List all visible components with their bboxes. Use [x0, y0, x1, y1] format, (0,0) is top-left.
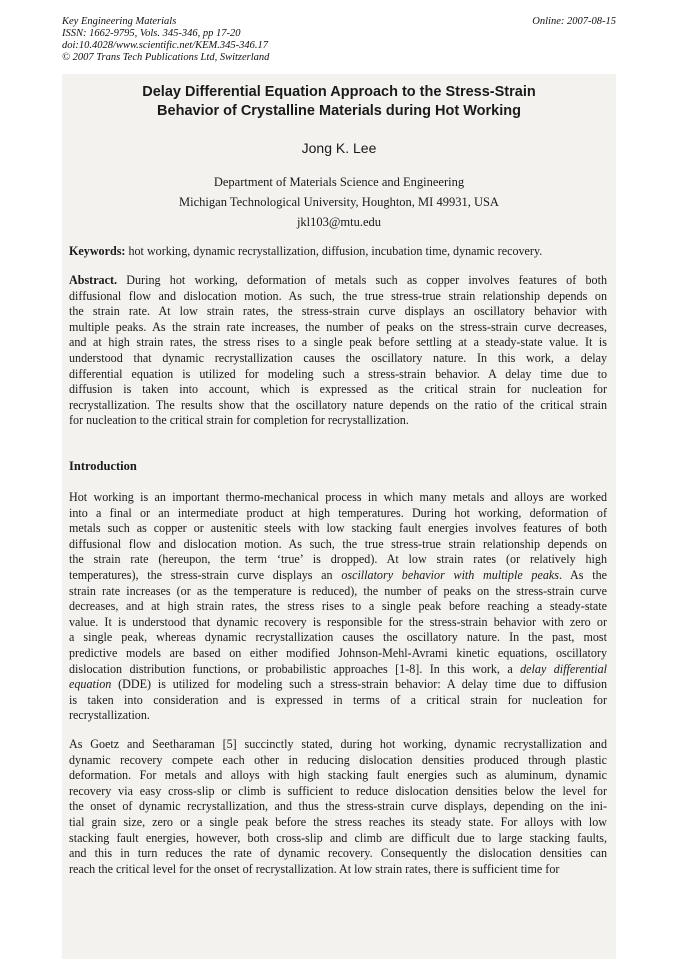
text-line: recrystallization. The results show that the oscillatory nature depends on the ratio of the critical strain	[69, 397, 607, 412]
university-address: Michigan Technological University, Houghton, MI 49931, USA	[179, 195, 499, 209]
paper-title	[62, 83, 616, 121]
text-line: the onset of dynamic recrystallization, and thus the stress-strain curve displays, depending on the ini-	[69, 799, 607, 814]
text-line: is taken into consideration and is expressed in terms of a critical strain for nucleation for	[69, 692, 607, 707]
text-line: tial grain size, zero or a single peak before the stress reaches its steady state. For alloys with low	[69, 814, 607, 829]
keywords	[69, 244, 607, 260]
text-line: diffusional flow and dislocation motion. As such, the true stress-true strain relationship depends on	[69, 536, 607, 551]
keywords-line	[69, 244, 607, 260]
text-line: into a final or an intermediate product at high temperatures. During hot working, deformation of	[69, 505, 607, 520]
title-line: Behavior of Crystalline Materials during Hot Working	[157, 103, 521, 119]
department: Department of Materials Science and Engineering	[213, 175, 465, 189]
author-name: Jong K. Lee	[301, 140, 377, 156]
abstract	[69, 273, 607, 429]
text-line: equation (DDE) is utilized for modeling such a stress-strain behavior: A delay time due to diffusion	[69, 677, 607, 692]
text-line: As Goetz and Seetharaman [5] succinctly stated, during hot working, dynamic recrystallization and	[69, 737, 607, 751]
emphasis: oscillatory behavior with multiple peaks	[341, 567, 559, 582]
text-line: for nucleation to the critical strain for completion for recrystallization.	[69, 413, 409, 428]
online-date: Online: 2007-08-15	[532, 16, 616, 27]
introduction-paragraph-1	[69, 490, 607, 724]
text-line: Abstract. During hot working, deformation of metals such as copper involves features of both	[69, 273, 607, 287]
journal-name: Key Engineering Materials	[62, 16, 177, 27]
text-line: dislocation distribution functions, or probabilistic approaches [1-8]. In this work, a delay differential	[69, 661, 608, 676]
text-line: temperatures), the stress-strain curve displays an oscillatory behavior with multiple peaks. As the	[69, 567, 607, 582]
keywords-label: Keywords:	[69, 244, 126, 258]
journal-copyright: © 2007 Trans Tech Publications Ltd, Switzerland	[62, 52, 270, 63]
text-line: decreases, and at high strain rates, the stress rises to a single peak before reaching a steady-state	[69, 599, 607, 614]
title-line: Delay Differential Equation Approach to the Stress-Strain	[142, 84, 536, 100]
affiliation	[62, 172, 616, 232]
text-line: a single peak, whereas dynamic recrystallization causes the oscillatory nature. In the past, most	[69, 630, 607, 645]
introduction-paragraph-2	[69, 737, 607, 877]
journal-header	[62, 16, 616, 64]
author-email[interactable]: jkl103@mtu.edu	[296, 215, 382, 229]
text-line: diffusional flow and dislocation motion. As such, the true stress-true strain relationship depends on	[69, 288, 607, 303]
text-line: recovery via easy cross-slip or climb is sufficient to reduce dislocation densities below the level for	[69, 783, 607, 798]
text-line: and this in turn reduces the rate of dynamic recovery. Consequently the dislocation densities can	[69, 846, 607, 861]
text-line: differential equation is utilized for modeling such a stress-strain behavior. A delay time due to	[69, 366, 607, 381]
text-line: multiple peaks. As the strain rate increases, the number of peaks on the stress-strain curve decreases,	[69, 319, 607, 334]
text-line: the strain rate. At low strain rates, the stress-strain curve displays an oscillatory behavior with	[69, 304, 607, 319]
text-line: and at high strain rates, the stress rises to a single peak before settling at a steady-state value. It is	[69, 335, 607, 350]
text-line: predictive models are based on either modified Johnson-Mehl-Avrami kinetic equations, oscillatory	[69, 645, 607, 660]
emphasis: equation	[69, 677, 112, 692]
journal-doi[interactable]: doi:10.4028/www.scientific.net/KEM.345-346.17	[62, 40, 268, 51]
text-line: strain rate increases (or as the temperature is reduced), the number of peaks on the stress-strain curve	[69, 583, 607, 598]
introduction-heading: Introduction	[69, 459, 137, 473]
text-line: the strain rate (hereupon, the term ‘true’ is dropped). At low strain rates (or relatively high	[69, 552, 607, 567]
journal-info	[62, 16, 269, 64]
text-line: understood that dynamic recrystallization causes the oscillatory nature. In this work, a delay	[69, 350, 607, 365]
journal-issn: ISSN: 1662-9795, Vols. 345-346, pp 17-20	[62, 28, 241, 39]
text-line: recrystallization.	[69, 708, 150, 723]
text-line: diffusion is taken into account, which is expressed as the critical strain for nucleation for	[69, 382, 607, 397]
text-line: dynamic recovery compete each other in reducing dislocation densities produced through plastic	[69, 752, 607, 767]
text-line: value. It is understood that dynamic recovery is responsible for the stress-strain behavior with zero or	[69, 614, 607, 629]
text-line: Hot working is an important thermo-mechanical process in which many metals and alloys are worked	[69, 490, 607, 504]
text-line: metals such as copper or austenitic steels with low stacking fault energies involves features of both	[69, 521, 607, 536]
text-line: stacking fault energies, however, both cross-slip and climb are difficult due to large stacking faults,	[69, 830, 607, 845]
keywords-text: hot working, dynamic recrystallization, diffusion, incubation time, dynamic recovery.	[125, 244, 543, 258]
abstract-label: Abstract.	[69, 273, 118, 287]
text-line: reach the critical level for the onset of recrystallization. At low strain rates, there is sufficient time for	[69, 861, 560, 876]
emphasis: delay differential	[520, 661, 608, 676]
text-line: deformation. For metals and alloys with high stacking fault energies such as aluminum, dynamic	[69, 768, 607, 783]
